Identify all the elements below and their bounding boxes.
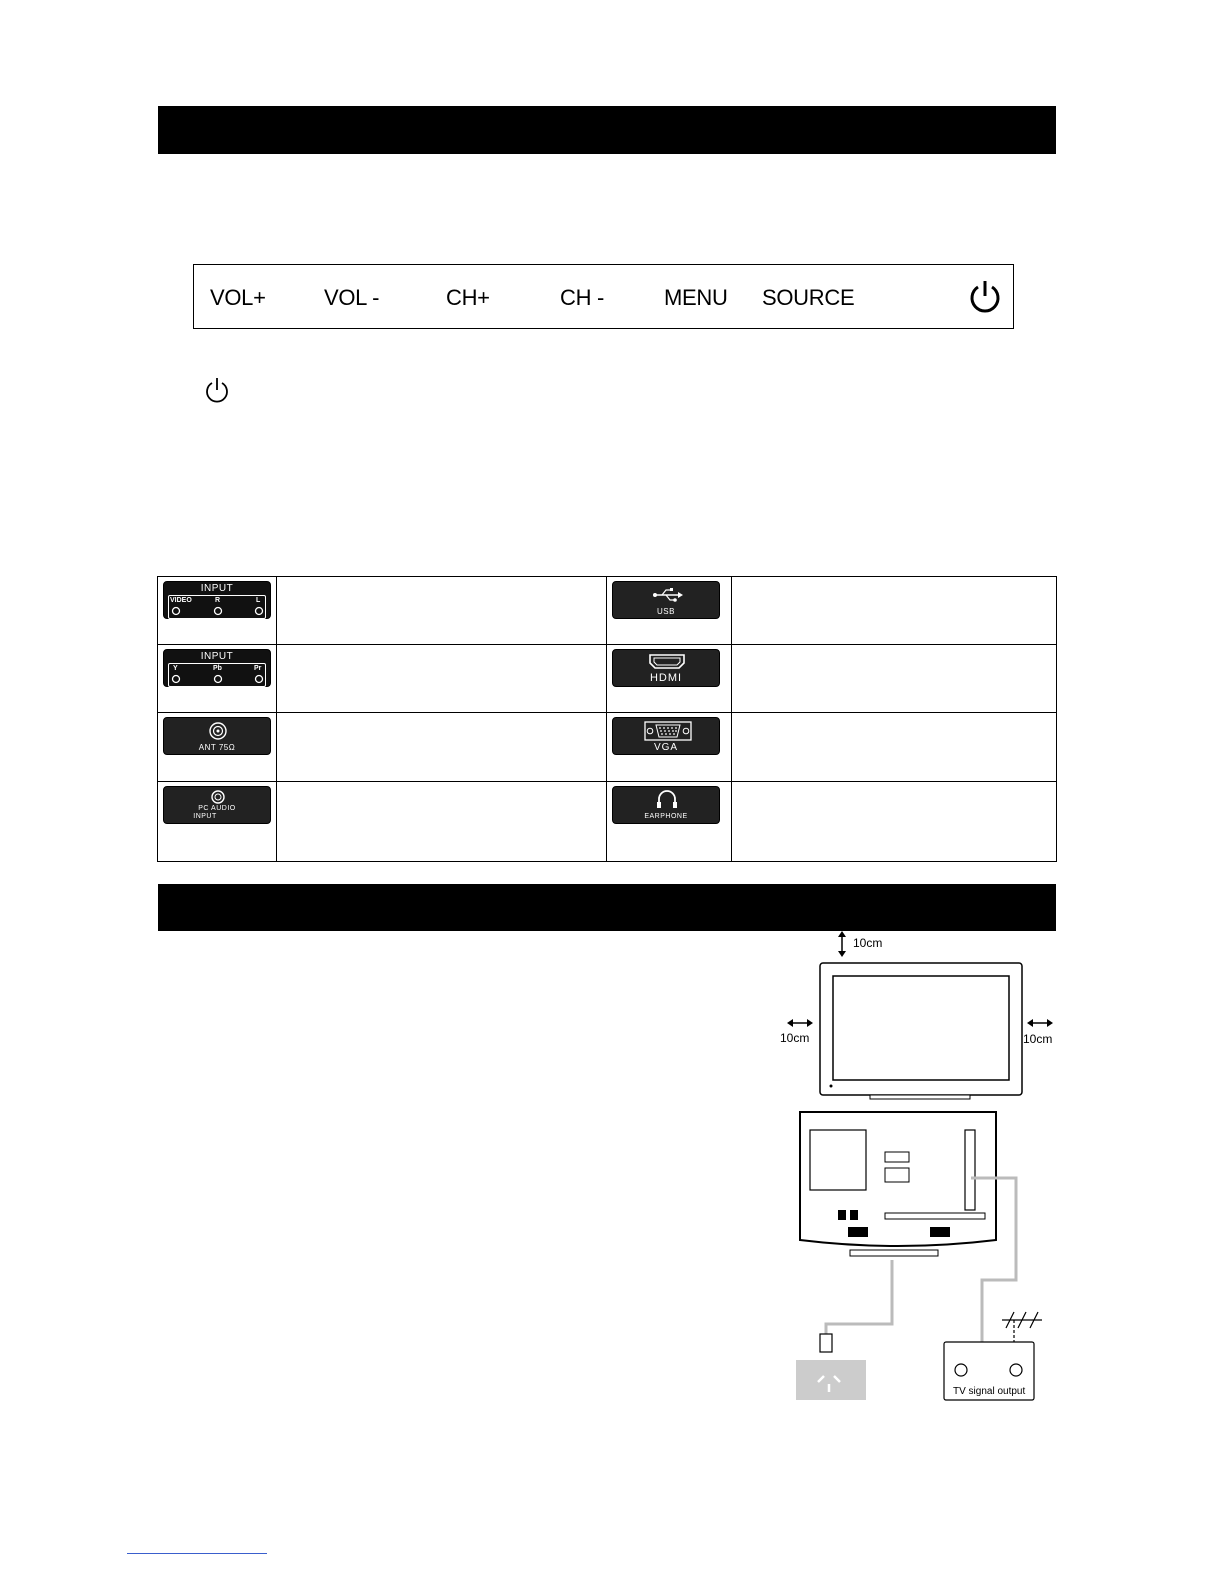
source-label: SOURCE (762, 285, 855, 310)
port-cell-pc-audio (158, 781, 277, 861)
menu-label: MENU (664, 285, 728, 310)
power-icon (204, 376, 230, 404)
y-label: Y (173, 665, 178, 673)
clearance-right-label: 10cm (1023, 1032, 1053, 1046)
port-desc-hdmi (732, 645, 1057, 713)
control-panel (193, 264, 1014, 329)
port-desc-pc-audio (277, 781, 607, 861)
antenna-icon (163, 717, 271, 755)
pc-audio-label: PC AUDIO (198, 804, 236, 812)
section-header-bar-1 (158, 106, 1056, 154)
l-label: L (256, 597, 261, 604)
port-desc-av (277, 577, 607, 645)
jack-circles (164, 582, 272, 620)
port-table (157, 576, 1057, 862)
ch-down-label: CH - (560, 285, 605, 310)
port-cell-usb (607, 577, 732, 645)
port-desc-earphone (732, 781, 1057, 861)
r-label: R (215, 597, 221, 604)
tv-signal-output-label: TV signal output (953, 1386, 1026, 1397)
installation-diagram (780, 930, 1060, 1410)
av-input-icon (163, 581, 271, 619)
component-input-icon (163, 649, 271, 687)
vga-label: VGA (653, 742, 679, 754)
pr-label: Pr (254, 665, 262, 673)
usb-label: USB (657, 607, 675, 616)
ch-up-label: CH+ (446, 285, 490, 310)
vol-down-label: VOL - (324, 285, 380, 310)
pc-audio-icon (163, 786, 271, 824)
clearance-left-label: 10cm (780, 1031, 810, 1045)
port-cell-vga (607, 713, 732, 781)
vga-icon (612, 717, 720, 755)
ant-label: ANT 75Ω (198, 743, 236, 753)
port-cell-component (158, 645, 277, 713)
input-label: INPUT (200, 583, 234, 594)
tv-connection-illustration (780, 930, 1060, 1410)
port-desc-component (277, 645, 607, 713)
input-label: INPUT (193, 812, 217, 820)
clearance-top-label: 10cm (853, 936, 883, 950)
port-cell-av (158, 577, 277, 645)
port-desc-antenna (277, 713, 607, 781)
vol-up-label: VOL+ (210, 285, 266, 310)
video-label: VIDEO (170, 597, 192, 604)
hdmi-icon (612, 649, 720, 687)
footer-rule (127, 1553, 267, 1554)
power-icon (967, 279, 1003, 315)
pb-label: Pb (213, 665, 222, 673)
port-cell-earphone (607, 781, 732, 861)
section-header-bar-2 (158, 884, 1056, 931)
hdmi-label: HDMI (649, 672, 683, 685)
earphone-icon (612, 786, 720, 824)
port-desc-vga (732, 713, 1057, 781)
input-label: INPUT (200, 651, 234, 663)
earphone-label: EARPHONE (644, 812, 688, 820)
port-cell-hdmi (607, 645, 732, 713)
jack-circles (164, 650, 272, 688)
port-desc-usb (732, 577, 1057, 645)
usb-icon (612, 581, 720, 619)
port-cell-antenna (158, 713, 277, 781)
